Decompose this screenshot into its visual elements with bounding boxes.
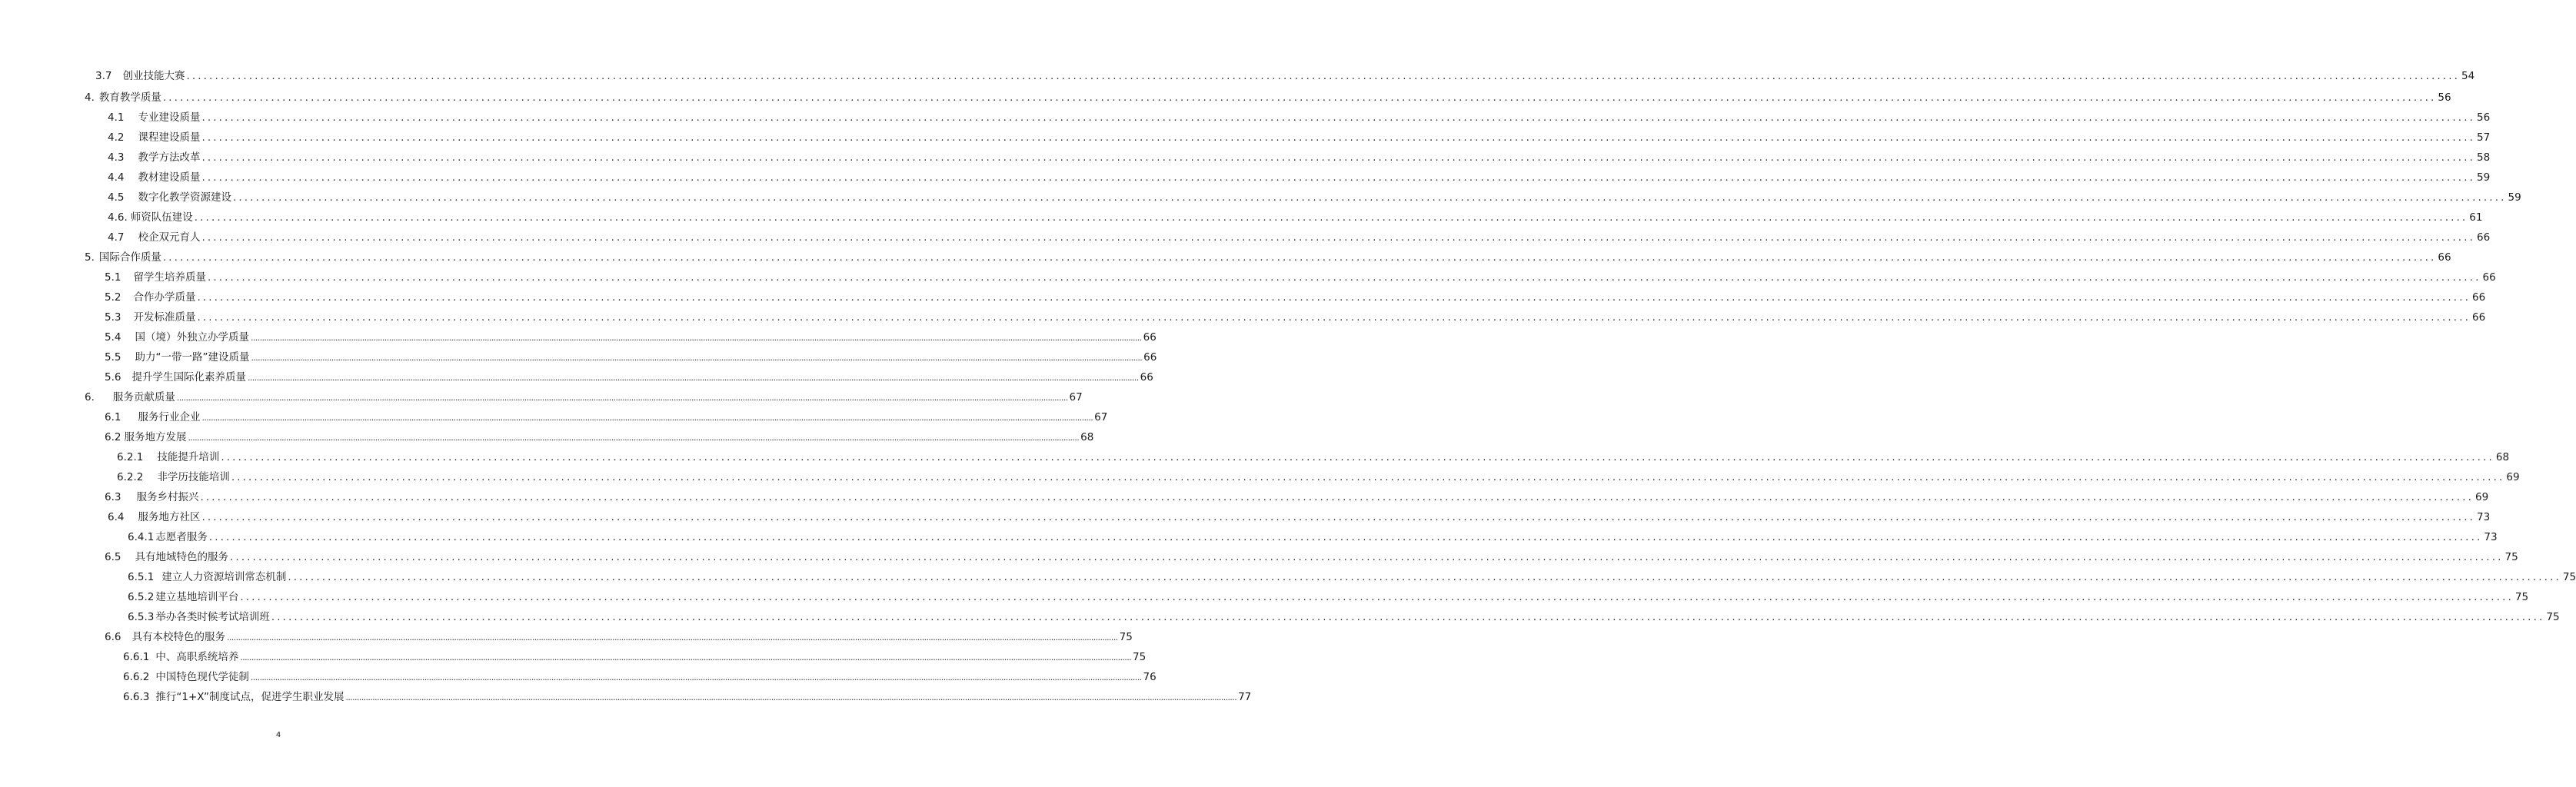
dot-leader: ................................................................................................................................................................................................................................................................................................................................................................................................................ (221, 451, 2494, 463)
toc-entry-number: 6.6.1 (123, 651, 150, 663)
toc-entry[interactable] (128, 530, 2498, 544)
toc-entry-number: 5.5 (105, 351, 121, 364)
toc-entry-page: 73 (2477, 511, 2491, 523)
toc-entry-page: 66 (1143, 351, 1157, 364)
toc-entry-page: 66 (1143, 331, 1157, 344)
toc-entry-number: 6.3 (105, 491, 121, 503)
toc-entry-page: 66 (2438, 251, 2451, 264)
dot-leader: ................................................................................................................................................................................................................................................................................................................................................................................................................ (201, 413, 1093, 423)
toc-entry[interactable] (108, 171, 2491, 184)
toc-entry-number: 6.4.1 (128, 531, 155, 543)
toc-entry-number: 6.1 (105, 411, 121, 423)
toc-entry[interactable] (128, 570, 2576, 584)
toc-entry-page: 69 (2475, 491, 2489, 503)
toc-entry-title: 合作办学质量 (133, 291, 196, 304)
toc-entry-title: 提升学生国际化素养质量 (131, 371, 246, 384)
toc-entry[interactable] (85, 390, 1083, 405)
toc-entry-title: 中国特色现代学徒制 (155, 671, 249, 683)
page-number: 4 (275, 731, 281, 739)
toc-entry-title: 服务地方社区 (138, 511, 201, 523)
toc-entry-number: 4.5 (108, 191, 125, 204)
toc-entry[interactable] (105, 370, 1153, 385)
dot-leader: ................................................................................................................................................................................................................................................................................................................................................................................................................ (208, 531, 2483, 543)
dot-leader: ................................................................................................................................................................................................................................................................................................................................................................................................................ (176, 393, 1068, 403)
dot-leader: ................................................................................................................................................................................................................................................................................................................................................................................................................ (288, 571, 2561, 583)
toc-entry-page: 75 (2546, 611, 2560, 623)
toc-entry-title: 建立人力资源培训常态机制 (161, 571, 287, 583)
dot-leader: ................................................................................................................................................................................................................................................................................................................................................................................................................ (186, 70, 2460, 82)
dot-leader: ................................................................................................................................................................................................................................................................................................................................................................................................................ (194, 211, 2468, 224)
dot-leader: ................................................................................................................................................................................................................................................................................................................................................................................................................ (201, 111, 2475, 124)
toc-entry[interactable] (105, 430, 1094, 445)
toc-entry[interactable] (105, 550, 2518, 564)
toc-entry-page: 73 (2484, 531, 2498, 543)
toc-entry-page: 57 (2477, 131, 2491, 144)
toc-entry-title: 数字化教学资源建设 (138, 191, 231, 204)
toc-entry-number: 4.6. (108, 211, 128, 224)
dot-leader: ................................................................................................................................................................................................................................................................................................................................................................................................................ (201, 131, 2475, 144)
dot-leader: ................................................................................................................................................................................................................................................................................................................................................................................................................ (200, 491, 2474, 503)
toc-entry-page: 66 (2472, 291, 2486, 304)
toc-entry[interactable] (108, 211, 2483, 224)
toc-entry-title: 国际合作质量 (98, 251, 161, 264)
toc-entry-title: 创业技能大赛 (122, 70, 185, 82)
toc-entry[interactable] (85, 251, 2451, 264)
toc-entry-title: 非学历技能培训 (157, 471, 230, 483)
toc-entry-page: 67 (1069, 391, 1083, 403)
toc-entry-number: 3.7 (95, 70, 112, 82)
dot-leader: ................................................................................................................................................................................................................................................................................................................................................................................................................ (201, 151, 2475, 164)
toc-entry-number: 6.5.3 (128, 611, 155, 623)
toc-entry-number: 4.4 (108, 171, 125, 184)
toc-entry-title: 服务贡献质量 (112, 391, 175, 403)
toc-entry-title: 服务地方发展 (124, 431, 187, 443)
toc-entry-page: 66 (2482, 271, 2496, 284)
toc-entry-title: 建立基地培训平台 (155, 591, 239, 603)
dot-leader: ................................................................................................................................................................................................................................................................................................................................................................................................................ (197, 311, 2471, 324)
toc-entry-number: 5.2 (105, 291, 121, 304)
toc-entry-title: 教材建设质量 (138, 171, 201, 184)
toc-entry-number: 5.4 (105, 331, 121, 344)
toc-entry-title: 开发标准质量 (133, 311, 196, 324)
toc-entry[interactable] (105, 490, 2489, 504)
toc-entry-number: 6.6.3 (123, 691, 150, 703)
toc-entry-page: 56 (2438, 91, 2451, 104)
toc-entry-title: 中、高职系统培养 (155, 651, 239, 663)
toc-entry[interactable] (105, 410, 1108, 425)
toc-entry[interactable] (108, 231, 2491, 244)
toc-entry-page: 66 (2472, 311, 2486, 324)
toc-entry-page: 75 (2504, 551, 2518, 563)
toc-entry[interactable] (95, 69, 2475, 83)
toc-entry-number: 4.7 (108, 231, 125, 244)
toc-entry-page: 75 (1119, 631, 1133, 643)
toc-entry[interactable] (108, 510, 2491, 524)
dot-leader: ................................................................................................................................................................................................................................................................................................................................................................................................................ (240, 591, 2514, 603)
toc-entry-title: 专业建设质量 (138, 111, 201, 124)
toc-entry-page: 59 (2508, 191, 2521, 204)
dot-leader: ................................................................................................................................................................................................................................................................................................................................................................................................................ (207, 271, 2481, 284)
toc-entry-number: 6.5.2 (128, 591, 155, 603)
toc-entry-title: 校企双元育人 (138, 231, 201, 244)
toc-entry-page: 75 (2514, 591, 2529, 603)
dot-leader: ................................................................................................................................................................................................................................................................................................................................................................................................................ (162, 91, 2437, 104)
toc-entry[interactable] (123, 670, 1157, 685)
toc-entry-number: 4.1 (108, 111, 125, 124)
toc-entry-title: 国（境）外独立办学质量 (135, 331, 249, 344)
toc-entry[interactable] (105, 310, 2486, 324)
dot-leader: ................................................................................................................................................................................................................................................................................................................................................................................................................ (251, 353, 1143, 363)
toc-entry-number: 6.6.2 (123, 671, 150, 683)
dot-leader: ................................................................................................................................................................................................................................................................................................................................................................................................................ (226, 633, 1118, 643)
toc-entry-page: 66 (2477, 231, 2491, 244)
toc-entry-page: 59 (2477, 171, 2491, 184)
toc-entry[interactable] (105, 291, 2486, 304)
toc-entry-title: 服务行业企业 (138, 411, 201, 423)
toc-entry-title: 课程建设质量 (138, 131, 201, 144)
dot-leader: ................................................................................................................................................................................................................................................................................................................................................................................................................ (201, 231, 2475, 244)
toc-entry[interactable] (128, 590, 2529, 604)
dot-leader: ................................................................................................................................................................................................................................................................................................................................................................................................................ (188, 433, 1080, 443)
toc-entry-title: 技能提升培训 (157, 451, 220, 463)
dot-leader: ................................................................................................................................................................................................................................................................................................................................................................................................................ (229, 551, 2504, 563)
dot-leader: ................................................................................................................................................................................................................................................................................................................................................................................................................ (201, 171, 2475, 184)
toc-entry-number: 6. (85, 391, 95, 403)
toc-entry-title: 具有地域特色的服务 (135, 551, 228, 563)
toc-entry-number: 5. (85, 251, 95, 264)
toc-entry-page: 75 (2562, 571, 2576, 583)
toc-entry[interactable] (105, 350, 1157, 365)
toc-entry-title: 助力“一带一路”建设质量 (135, 351, 250, 364)
toc-entry[interactable] (108, 131, 2491, 144)
toc-entry-number: 4. (85, 91, 95, 104)
toc-entry-title: 教育教学质量 (98, 91, 161, 104)
toc-entry-number: 6.6 (105, 631, 121, 643)
toc-entry-number: 5.1 (105, 271, 121, 284)
dot-leader: ................................................................................................................................................................................................................................................................................................................................................................................................................ (232, 191, 2507, 204)
toc-entry-number: 6.5.1 (128, 571, 155, 583)
toc-entry-title: 师资队伍建设 (130, 211, 193, 224)
toc-entry-title: 志愿者服务 (155, 531, 208, 543)
dot-leader: ................................................................................................................................................................................................................................................................................................................................................................................................................ (240, 653, 1131, 662)
dot-leader: ................................................................................................................................................................................................................................................................................................................................................................................................................ (162, 251, 2437, 264)
toc-entry-page: 56 (2477, 111, 2491, 124)
dot-leader: ................................................................................................................................................................................................................................................................................................................................................................................................................ (231, 471, 2505, 483)
toc-entry[interactable] (105, 330, 1157, 345)
toc-entry-number: 6.5 (105, 551, 121, 563)
toc-entry-number: 5.3 (105, 311, 121, 324)
toc-entry-title: 教学方法改革 (138, 151, 201, 164)
dot-leader: ................................................................................................................................................................................................................................................................................................................................................................................................................ (250, 333, 1142, 343)
dot-leader: ................................................................................................................................................................................................................................................................................................................................................................................................................ (197, 291, 2471, 304)
toc-entry[interactable] (117, 450, 2510, 464)
toc-entry-title: 推行“1+X”制度试点，促进学生职业发展 (155, 691, 344, 703)
toc-entry-number: 6.2.2 (117, 471, 144, 483)
toc-entry[interactable] (108, 191, 2521, 204)
toc-entry-title: 举办各类时候考试培训班 (155, 611, 270, 623)
toc-entry[interactable] (128, 610, 2560, 624)
toc-entry-number: 5.6 (105, 371, 121, 384)
toc-entry-title: 服务乡村振兴 (136, 491, 199, 503)
toc-entry[interactable] (123, 690, 1252, 705)
toc-entry-number: 6.2.1 (117, 451, 144, 463)
toc-entry-page: 69 (2506, 471, 2520, 483)
dot-leader: ................................................................................................................................................................................................................................................................................................................................................................................................................ (250, 672, 1142, 682)
toc-entry-page: 68 (1080, 431, 1094, 443)
dot-leader: ................................................................................................................................................................................................................................................................................................................................................................................................................ (345, 692, 1237, 702)
toc-entry[interactable] (85, 91, 2451, 105)
toc-entry-title: 留学生培养质量 (133, 271, 206, 284)
toc-entry-page: 75 (1133, 651, 1147, 663)
toc-entry-page: 66 (1140, 371, 1153, 384)
toc-entry-page: 58 (2477, 151, 2491, 164)
toc-entry-page: 68 (2495, 451, 2510, 463)
toc-entry-number: 4.3 (108, 151, 125, 164)
toc-entry-number: 6.2 (105, 431, 121, 443)
toc-entry-page: 67 (1094, 411, 1108, 423)
toc-entry-page: 61 (2469, 211, 2483, 224)
toc-entry-page: 54 (2461, 70, 2475, 82)
toc-entry-title: 具有本校特色的服务 (131, 631, 225, 643)
toc-entry[interactable] (105, 271, 2496, 284)
dot-leader: ................................................................................................................................................................................................................................................................................................................................................................................................................ (201, 511, 2475, 523)
toc-entry-page: 77 (1238, 691, 1252, 703)
toc-entry-page: 76 (1143, 671, 1157, 683)
toc-entry[interactable] (108, 151, 2491, 164)
toc-entry-number: 4.2 (108, 131, 125, 144)
toc-entry-number: 6.4 (108, 511, 125, 523)
toc-entry[interactable] (123, 650, 1147, 665)
toc-entry[interactable] (108, 111, 2491, 125)
dot-leader: ................................................................................................................................................................................................................................................................................................................................................................................................................ (271, 611, 2545, 623)
dot-leader: ................................................................................................................................................................................................................................................................................................................................................................................................................ (247, 373, 1139, 383)
toc-entry[interactable] (117, 470, 2520, 484)
toc-entry[interactable] (105, 630, 1133, 645)
